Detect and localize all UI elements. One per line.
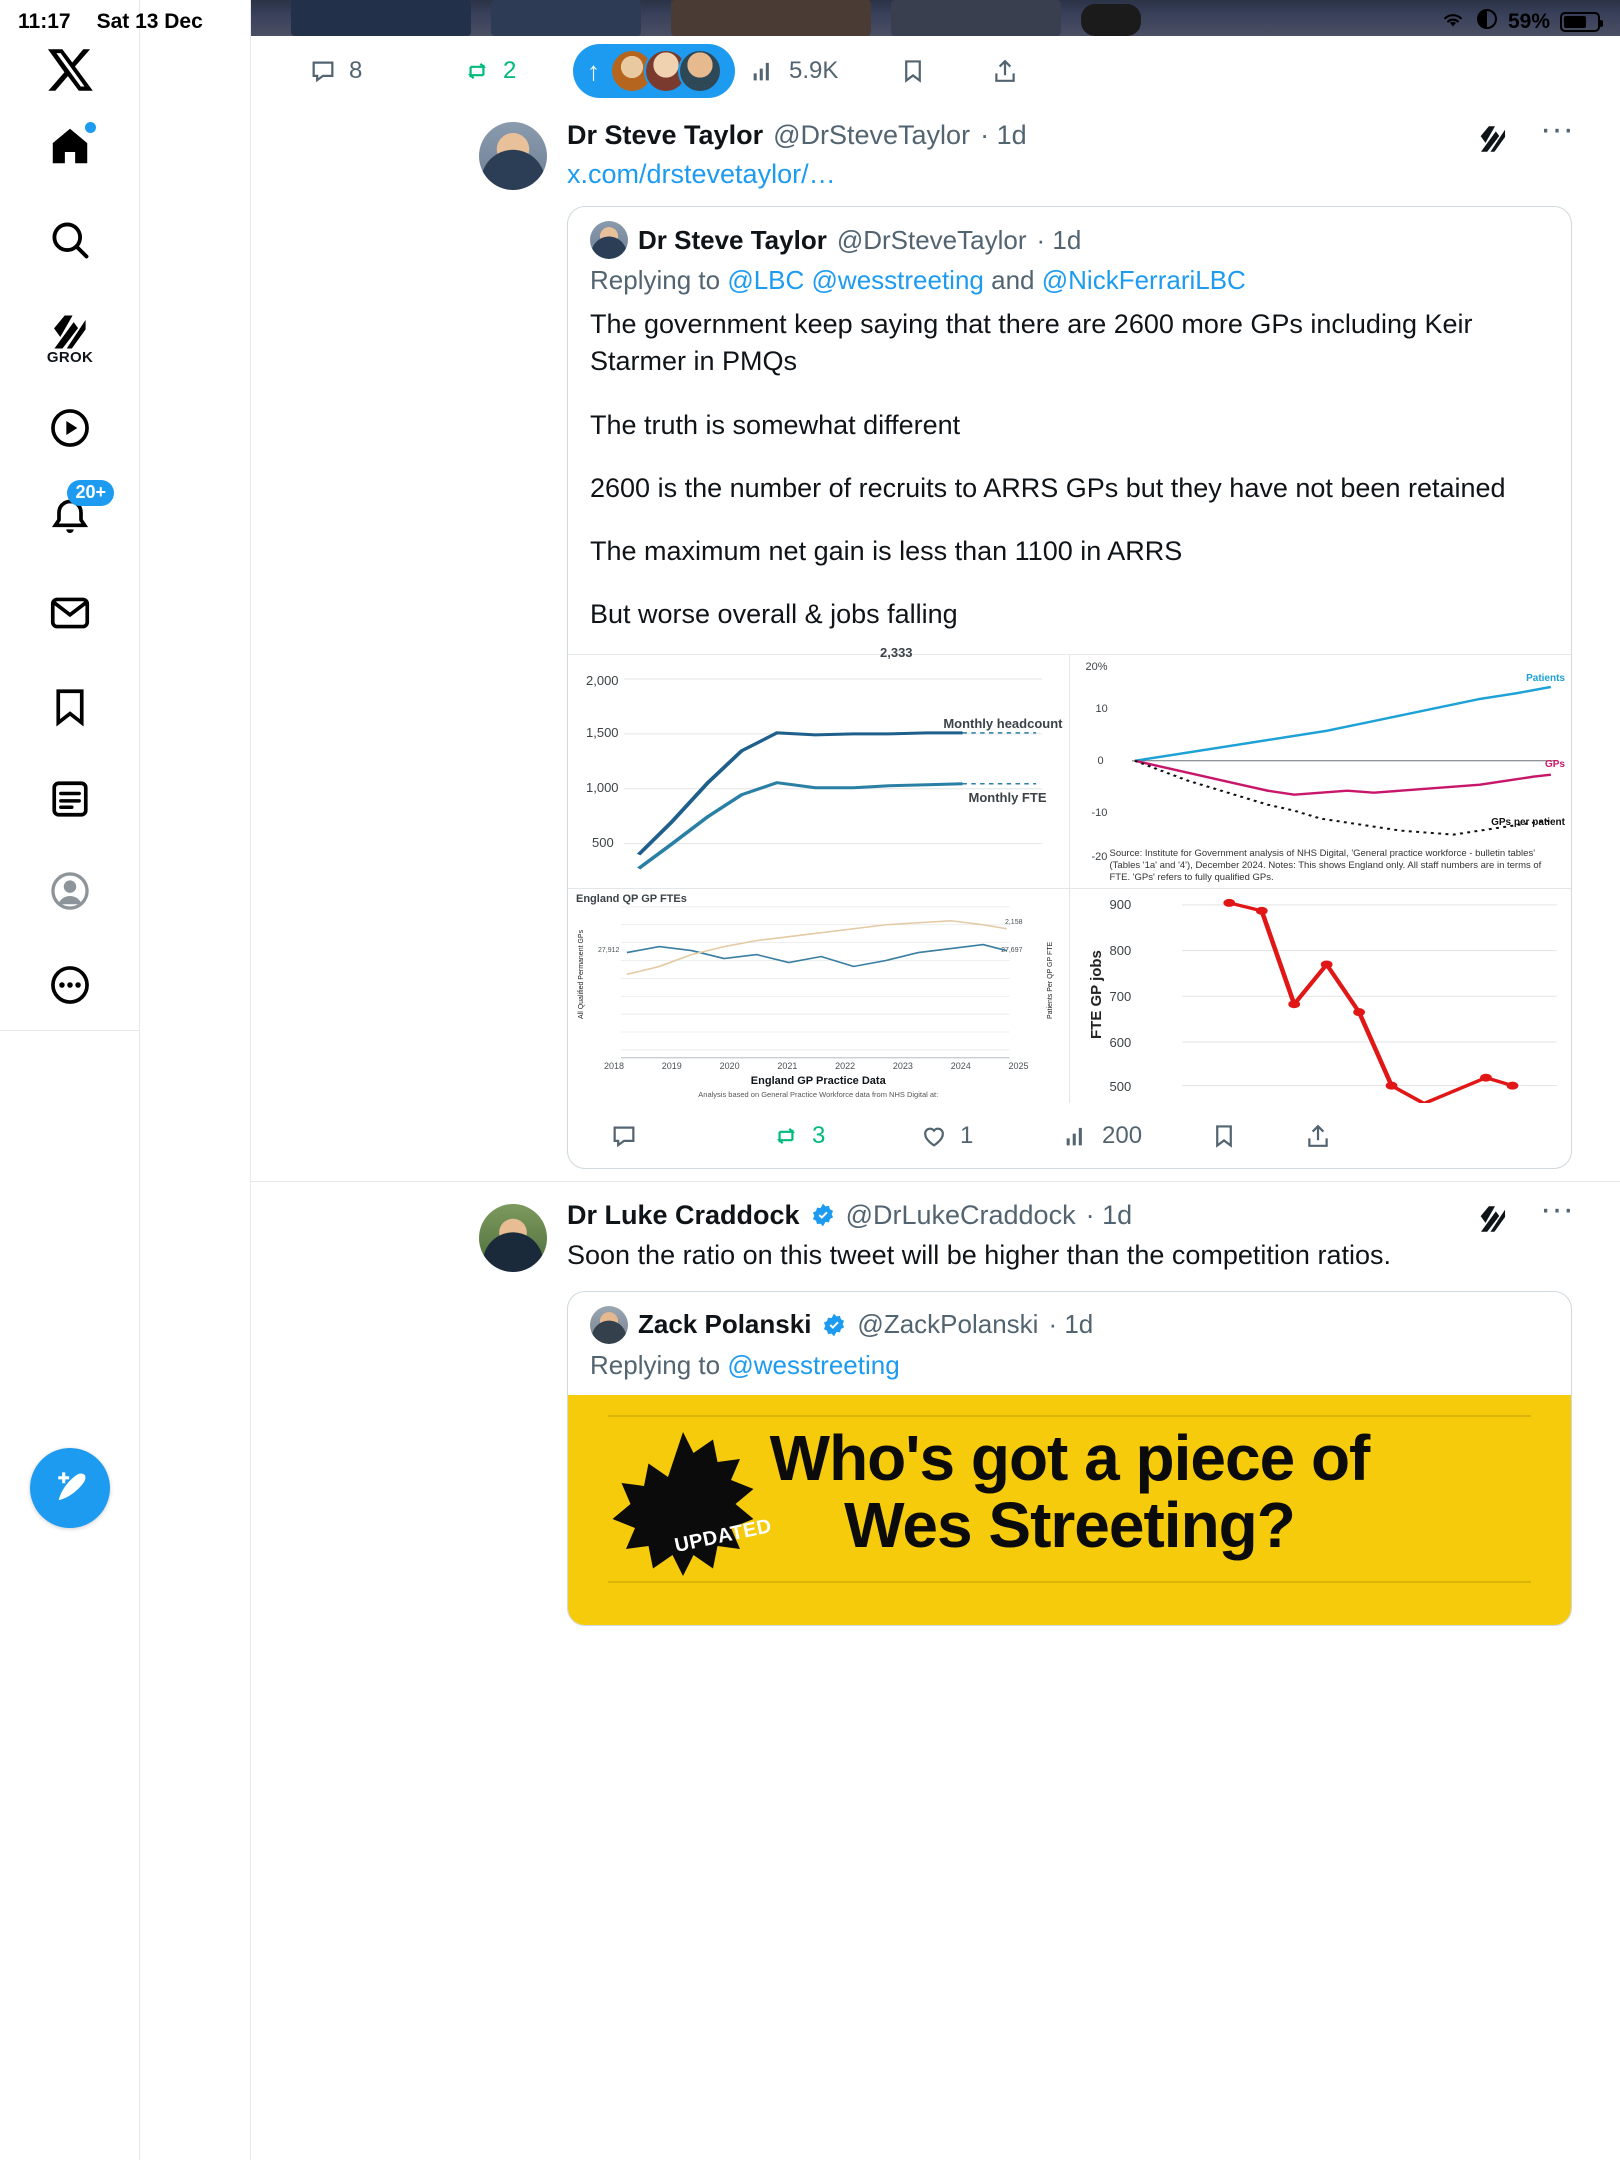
avatar-stack <box>610 49 722 93</box>
mention-nickferrarilbc[interactable]: @NickFerrariLBC <box>1041 265 1246 295</box>
more-ellipsis-icon[interactable]: ··· <box>1540 110 1574 148</box>
chart-subtitle: England GP Practice Data <box>750 1075 886 1088</box>
x-tick: 2019 <box>661 1060 682 1071</box>
updated-badge-label: UPDATED <box>672 1514 774 1557</box>
bookmark-button[interactable] <box>899 57 927 85</box>
status-right <box>1440 8 1600 36</box>
legend-monthly-headcount: Monthly headcount <box>943 715 1063 731</box>
sidebar-item-profile[interactable] <box>0 845 140 937</box>
timeline-feed[interactable] <box>250 0 1620 2160</box>
y-tick: 0 <box>1097 754 1104 767</box>
more-ellipsis-icon[interactable]: ··· <box>1540 1189 1574 1228</box>
share-button[interactable] <box>991 57 1019 85</box>
quoted-paragraph: But worse overall & jobs falling <box>590 599 958 630</box>
updated-badge <box>608 1429 774 1579</box>
like-count: 1 <box>960 1121 974 1149</box>
author-handle: @DrLukeCraddock <box>845 1199 1076 1230</box>
chart-bottom-left <box>568 888 1070 1104</box>
x-tick: 2023 <box>892 1060 913 1071</box>
rail-divider <box>0 1030 140 1031</box>
quoted-author-handle: @ZackPolanski <box>857 1309 1039 1340</box>
share-button[interactable] <box>1304 1122 1332 1150</box>
quoted-author <box>568 207 1571 259</box>
quoted-paragraph: The government keep saying that there are 2600 more GPs including Keir Starmer in PMQs <box>590 309 1473 377</box>
quoted-paragraph: 2600 is the number of recruits to ARRS GPs but they have not been retained <box>590 472 1506 503</box>
avatar <box>590 221 628 259</box>
legend-gps: GPs <box>1544 758 1565 770</box>
post-dr-steve-taylor[interactable] <box>251 106 1620 1169</box>
y-tick: 1,000 <box>586 779 619 795</box>
quoted-author-name: Dr Steve Taylor <box>638 224 827 255</box>
sidebar-item-messages[interactable] <box>0 567 140 659</box>
x-tick: 2022 <box>835 1060 856 1071</box>
post-link[interactable]: x.com/drstevetaylor/… <box>567 159 836 189</box>
repost-button[interactable] <box>772 1122 825 1150</box>
y-tick: 800 <box>1109 942 1132 958</box>
legend-monthly-fte: Monthly FTE <box>968 789 1047 805</box>
quoted-author-handle: @DrSteveTaylor <box>836 224 1027 255</box>
author-name: Dr Steve Taylor <box>567 120 764 150</box>
x-tick: 2024 <box>950 1060 971 1071</box>
repost-count: 2 <box>503 57 517 84</box>
poster-line-1: Who's got a piece of <box>769 1421 1370 1494</box>
home-unread-dot <box>85 122 96 133</box>
mention-lbc[interactable]: @LBC <box>727 265 805 295</box>
y-tick: 500 <box>592 834 614 850</box>
author-name: Dr Luke Craddock <box>567 1199 800 1230</box>
post-actions-steve <box>568 1104 1571 1168</box>
chart-title: England QP GP FTEs <box>576 892 687 905</box>
sidebar-item-grok[interactable] <box>0 286 140 378</box>
chart-top-left <box>568 644 1070 888</box>
notifications-badge: 20+ <box>67 480 114 506</box>
sidebar-item-bookmarks[interactable] <box>0 661 140 753</box>
legend-patients: Patients <box>1526 672 1565 684</box>
avatar <box>678 49 722 93</box>
quoted-timestamp: · 1d <box>1036 224 1082 255</box>
post-dr-luke-craddock[interactable] <box>251 1182 1620 1626</box>
reply-button[interactable] <box>610 1122 650 1150</box>
post-text: Soon the ratio on this tweet will be higher than the competition ratios. <box>567 1239 1391 1270</box>
grok-icon[interactable] <box>1476 122 1510 161</box>
bookmark-button[interactable] <box>1210 1122 1238 1150</box>
quoted-paragraph: The truth is somewhat different <box>590 409 961 440</box>
post-timestamp: · 1d <box>980 120 1027 150</box>
y-tick: -10 <box>1091 806 1108 819</box>
repost-count: 3 <box>812 1121 826 1149</box>
chart-annotation: 27,697 <box>1001 946 1023 954</box>
chart-caption: Analysis based on General Practice Workforce data from NHS Digital at: <box>698 1090 939 1100</box>
grok-icon[interactable] <box>1476 1202 1510 1241</box>
wifi-icon <box>1440 9 1466 35</box>
post-author <box>567 120 1596 151</box>
repost-button[interactable] <box>463 57 516 85</box>
sidebar-item-home[interactable] <box>0 100 140 192</box>
chart-source-note: Source: Institute for Government analysis of NHS Digital, 'General practice workforce - bulletin tables' (Tables '1a' and '4'), December 2024. Notes: This shows England only. All staff numbers are in terms of FTE. 'GPs' refers to fully qualified GPs. <box>1109 848 1542 884</box>
up-arrow-icon: ↑ <box>587 56 600 86</box>
quoted-post[interactable] <box>567 1291 1572 1626</box>
poster-line-2: Wes Streeting? <box>844 1489 1295 1562</box>
legend-gps-per-patient: GPs per patient <box>1491 816 1565 828</box>
x-tick: 2018 <box>604 1060 625 1071</box>
y-axis-label: FTE GP jobs <box>1087 950 1105 1039</box>
post-timestamp: · 1d <box>1085 1199 1133 1230</box>
x-tick: 2021 <box>777 1060 798 1071</box>
chart-top-right <box>1070 655 1572 888</box>
sidebar-item-notifications[interactable] <box>0 472 140 564</box>
replying-to: Replying to @LBC @wesstreeting and @NickFerrariLBC <box>590 265 1246 295</box>
liked-by-pill[interactable] <box>573 44 735 98</box>
sidebar-item-grok-label: GROK <box>46 349 94 366</box>
x-axis-ticks <box>604 1061 1029 1071</box>
reply-button[interactable] <box>309 57 362 85</box>
status-left <box>18 10 203 34</box>
y2-axis-label: Patients Per QP GP FTE <box>1047 941 1055 1019</box>
avatar[interactable] <box>479 1204 547 1272</box>
quoted-post[interactable] <box>567 206 1572 1169</box>
chart-composite-image[interactable] <box>568 644 1571 1104</box>
y-tick: -20 <box>1091 850 1108 863</box>
chart-annotation: 2,333 <box>880 644 913 660</box>
mention-wesstreeting[interactable]: @wesstreeting <box>811 265 984 295</box>
reply-count: 8 <box>349 57 363 84</box>
y-tick: 900 <box>1109 896 1132 912</box>
view-count: 200 <box>1102 1121 1143 1149</box>
avatar[interactable] <box>479 122 547 190</box>
post-author <box>567 1200 1596 1231</box>
y-tick: 1,500 <box>586 724 619 740</box>
views-button[interactable] <box>749 57 838 85</box>
y-tick: 500 <box>1109 1078 1132 1094</box>
y-tick: 10 <box>1095 702 1108 715</box>
mention-wesstreeting[interactable]: @wesstreeting <box>727 1349 900 1380</box>
chart-bottom-right <box>1070 888 1572 1104</box>
x-tick: 2025 <box>1008 1060 1029 1071</box>
sidebar-item-lists[interactable] <box>0 753 140 845</box>
quoted-image-poster[interactable] <box>568 1395 1571 1625</box>
y-tick: 20% <box>1085 660 1108 673</box>
x-tick: 2020 <box>719 1060 740 1071</box>
sidebar-item-video[interactable] <box>0 382 140 474</box>
verified-badge-icon <box>821 1312 847 1338</box>
y-axis-label: All Qualified Permanent GPs <box>578 929 585 1019</box>
y-tick: 700 <box>1109 988 1132 1004</box>
status-time: 11:17 <box>18 10 71 33</box>
views-button[interactable] <box>1062 1122 1142 1150</box>
y-tick: 600 <box>1109 1034 1132 1050</box>
battery-percent: 59% <box>1507 10 1550 33</box>
post-actions-top <box>251 36 1620 106</box>
author-handle: @DrSteveTaylor <box>773 120 971 150</box>
y-tick: 2,000 <box>586 672 619 688</box>
battery-icon <box>1560 12 1600 32</box>
sidebar-item-search[interactable] <box>0 194 140 286</box>
chart-annotation: 27,912 <box>598 946 620 954</box>
quoted-paragraph: The maximum net gain is less than 1100 in ARRS <box>590 536 1183 566</box>
quoted-author-name: Zack Polanski <box>638 1309 812 1340</box>
status-date: Sat 13 Dec <box>96 10 203 33</box>
compose-button[interactable] <box>30 1448 110 1528</box>
replying-to: Replying to @wesstreeting <box>590 1349 900 1380</box>
quoted-author <box>568 1292 1571 1344</box>
replying-and: and <box>991 265 1035 295</box>
moon-icon <box>1476 8 1498 36</box>
avatar <box>590 1306 628 1344</box>
sidebar-item-more[interactable] <box>0 939 140 1031</box>
view-count: 5.9K <box>789 57 839 84</box>
quoted-timestamp: · 1d <box>1048 1309 1094 1340</box>
nav-rail <box>0 0 140 2160</box>
quoted-body <box>568 296 1571 654</box>
status-bar <box>0 0 1620 44</box>
chart-annotation: 2,158 <box>1004 918 1023 926</box>
verified-badge-icon <box>810 1202 836 1228</box>
like-button[interactable] <box>920 1122 973 1150</box>
